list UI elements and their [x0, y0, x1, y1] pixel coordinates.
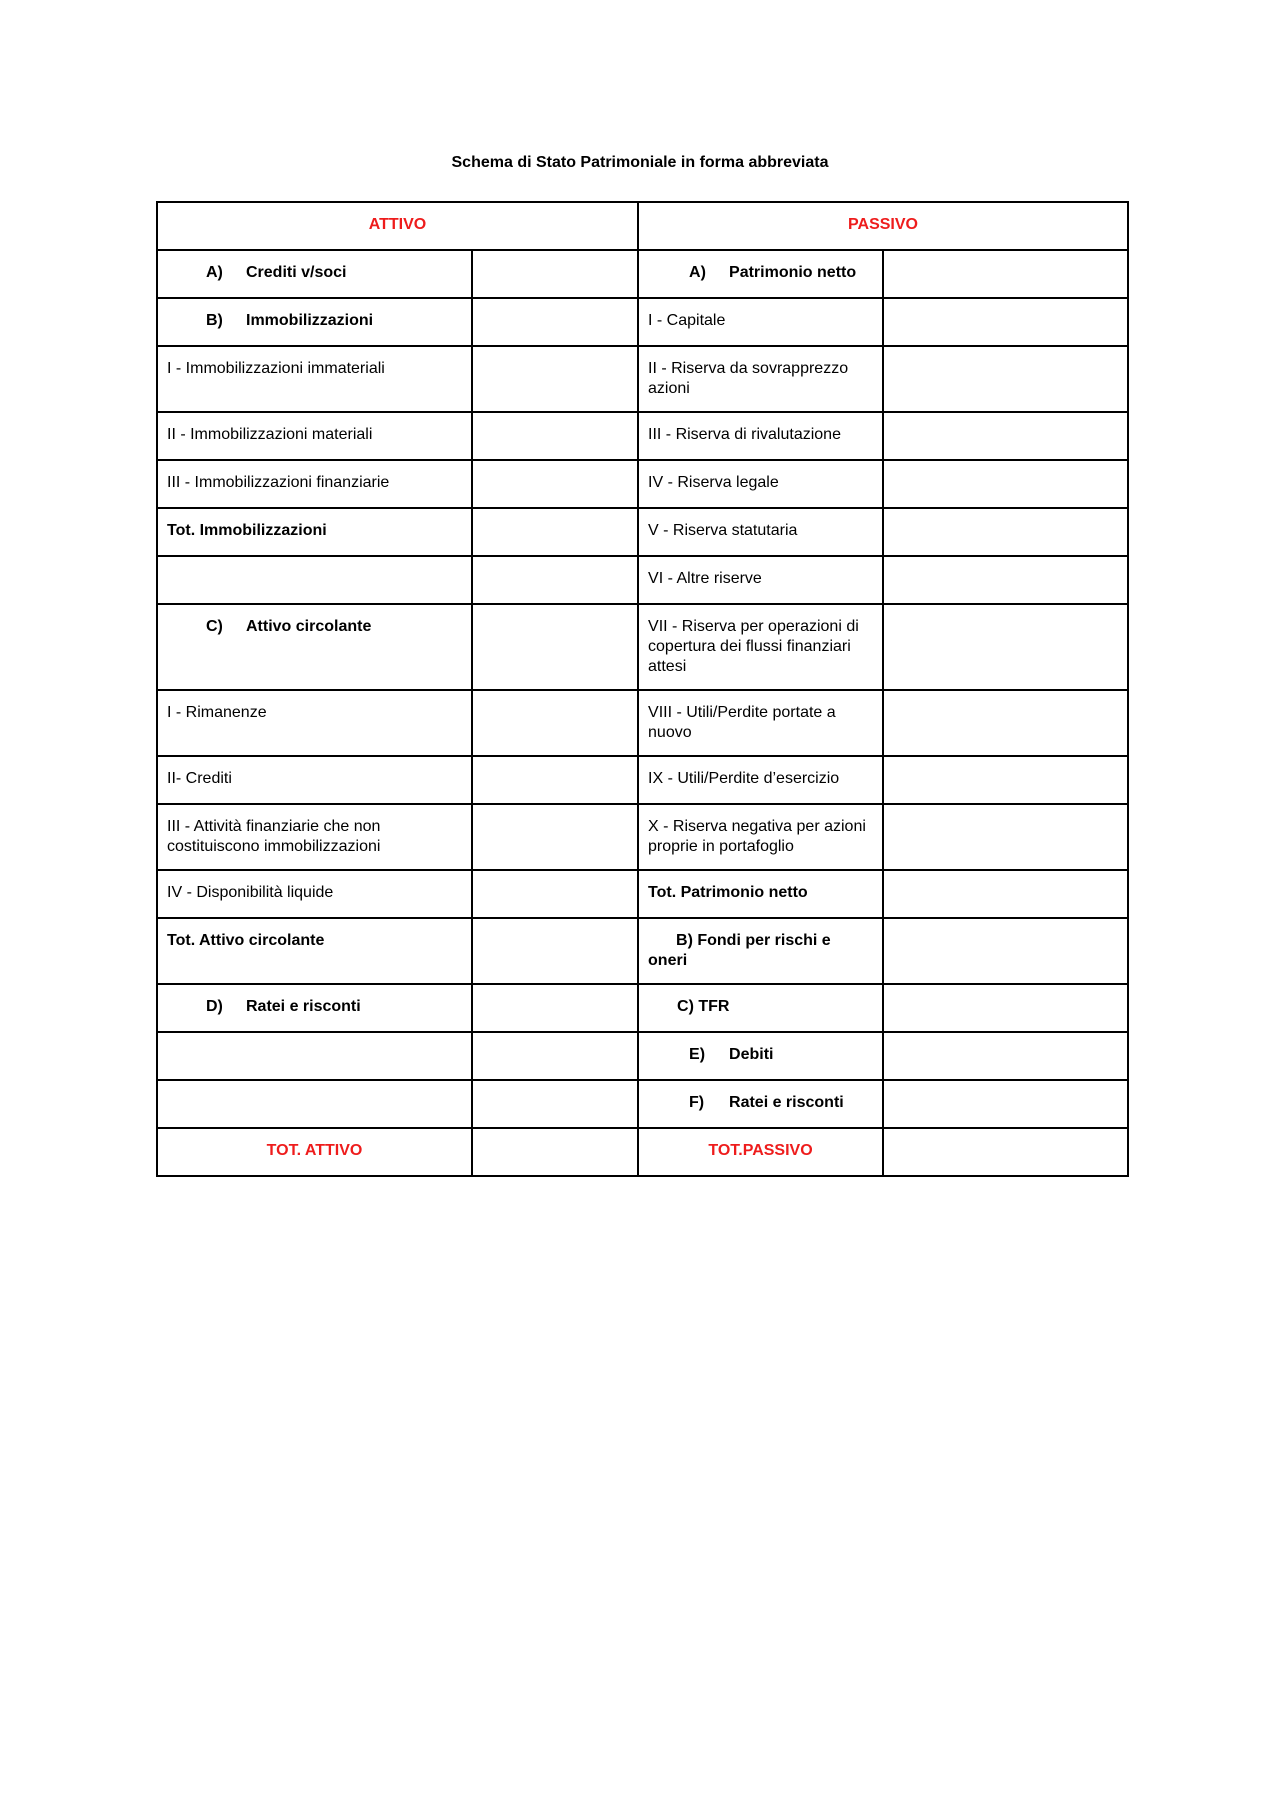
attivo-label-cell	[157, 1032, 472, 1080]
passivo-label-cell	[638, 604, 883, 690]
passivo-label: IV - Riserva legale	[648, 474, 779, 491]
tot-passivo-value-cell	[883, 1128, 1128, 1176]
attivo-value-cell	[472, 556, 638, 604]
table-row	[157, 556, 1128, 604]
passivo-value-cell	[883, 870, 1128, 918]
section-letter: F)	[689, 1094, 705, 1111]
section-letter: B)	[206, 312, 223, 329]
passivo-value-cell	[883, 604, 1128, 690]
passivo-label-cell	[638, 508, 883, 556]
passivo-label-cell	[638, 1080, 883, 1128]
table-row	[157, 460, 1128, 508]
passivo-label-cell	[638, 556, 883, 604]
passivo-value-cell	[883, 346, 1128, 412]
attivo-value-cell	[472, 984, 638, 1032]
table-row	[157, 250, 1128, 298]
tot-attivo-label: TOT. ATTIVO	[157, 1128, 472, 1176]
table-row	[157, 298, 1128, 346]
tot-passivo-label: TOT.PASSIVO	[638, 1128, 883, 1176]
table-row	[157, 984, 1128, 1032]
attivo-header: ATTIVO	[157, 202, 638, 250]
attivo-label: II- Crediti	[167, 770, 232, 787]
table-row	[157, 756, 1128, 804]
attivo-value-cell	[472, 298, 638, 346]
attivo-value-cell	[472, 1032, 638, 1080]
passivo-value-cell	[883, 508, 1128, 556]
passivo-label: IX - Utili/Perdite d’esercizio	[648, 770, 840, 787]
table-row	[157, 604, 1128, 690]
attivo-label-cell	[157, 870, 472, 918]
passivo-label-cell	[638, 804, 883, 870]
section-letter: E)	[689, 1046, 706, 1063]
passivo-value-cell	[883, 556, 1128, 604]
passivo-value-cell	[883, 460, 1128, 508]
attivo-total-label: Tot. Immobilizzazioni	[167, 522, 327, 539]
attivo-label: I - Rimanenze	[167, 704, 267, 721]
passivo-value-cell	[883, 1032, 1128, 1080]
passivo-value-cell	[883, 250, 1128, 298]
passivo-label-cell	[638, 250, 883, 298]
balance-sheet-table	[156, 201, 1129, 1177]
attivo-label: IV - Disponibilità liquide	[167, 884, 334, 901]
attivo-label: III - Immobilizzazioni finanziarie	[167, 474, 390, 491]
passivo-value-cell	[883, 690, 1128, 756]
passivo-label-cell	[638, 756, 883, 804]
passivo-label: Ratei e risconti	[729, 1094, 844, 1111]
passivo-header: PASSIVO	[638, 202, 1128, 250]
attivo-label-cell	[157, 298, 472, 346]
passivo-value-cell	[883, 756, 1128, 804]
attivo-label-cell	[157, 690, 472, 756]
passivo-label: X - Riserva negativa per azioni proprie in portafoglio	[648, 818, 866, 855]
section-letter: D)	[206, 998, 223, 1015]
section-letter: C)	[206, 618, 223, 635]
passivo-label: VIII - Utili/Perdite portate a nuovo	[648, 704, 836, 741]
attivo-value-cell	[472, 690, 638, 756]
attivo-label-cell	[157, 346, 472, 412]
passivo-label-cell	[638, 346, 883, 412]
passivo-label-cell	[638, 298, 883, 346]
passivo-label-cell	[638, 918, 883, 984]
document-title: Schema di Stato Patrimoniale in forma abbreviata	[451, 154, 829, 171]
passivo-label: Patrimonio netto	[729, 264, 857, 281]
table-row	[157, 346, 1128, 412]
attivo-label: Crediti v/soci	[246, 264, 347, 281]
attivo-label-cell	[157, 508, 472, 556]
attivo-value-cell	[472, 918, 638, 984]
table-row	[157, 870, 1128, 918]
passivo-label: III - Riserva di rivalutazione	[648, 426, 841, 443]
passivo-label: II - Riserva da sovrapprezzo azioni	[648, 360, 849, 397]
passivo-label-cell	[638, 1032, 883, 1080]
tot-attivo-value-cell	[472, 1128, 638, 1176]
section-letter: A)	[689, 264, 706, 281]
passivo-label-cell	[638, 690, 883, 756]
table-header-row	[157, 202, 1128, 250]
attivo-label-cell	[157, 604, 472, 690]
passivo-label: V - Riserva statutaria	[648, 522, 798, 539]
table-row	[157, 690, 1128, 756]
passivo-value-cell	[883, 298, 1128, 346]
table-row	[157, 804, 1128, 870]
passivo-value-cell	[883, 918, 1128, 984]
passivo-value-cell	[883, 1080, 1128, 1128]
attivo-label-cell	[157, 460, 472, 508]
attivo-value-cell	[472, 346, 638, 412]
passivo-label: VII - Riserva per operazioni di copertura dei flussi finanziari attesi	[648, 618, 859, 675]
attivo-label-cell	[157, 918, 472, 984]
passivo-label-cell	[638, 460, 883, 508]
passivo-value-cell	[883, 984, 1128, 1032]
attivo-value-cell	[472, 870, 638, 918]
attivo-label: III - Attività finanziarie che non costituiscono immobilizzazioni	[167, 818, 381, 855]
attivo-label: I - Immobilizzazioni immateriali	[167, 360, 385, 377]
attivo-value-cell	[472, 460, 638, 508]
passivo-label-cell	[638, 412, 883, 460]
attivo-value-cell	[472, 412, 638, 460]
attivo-label: Ratei e risconti	[246, 998, 361, 1015]
section-letter: A)	[206, 264, 223, 281]
attivo-label-cell	[157, 1080, 472, 1128]
attivo-value-cell	[472, 604, 638, 690]
passivo-label-cell	[638, 870, 883, 918]
attivo-value-cell	[472, 1080, 638, 1128]
attivo-label-cell	[157, 804, 472, 870]
table-row	[157, 508, 1128, 556]
passivo-label: B) Fondi per rischi e oneri	[648, 932, 831, 969]
passivo-value-cell	[883, 412, 1128, 460]
passivo-label: VI - Altre riserve	[648, 570, 762, 587]
attivo-label-cell	[157, 412, 472, 460]
passivo-label-cell	[638, 984, 883, 1032]
totals-row	[157, 1128, 1128, 1176]
passivo-value-cell	[883, 804, 1128, 870]
attivo-value-cell	[472, 250, 638, 298]
table-row	[157, 1080, 1128, 1128]
attivo-total-label: Tot. Attivo circolante	[167, 932, 325, 949]
table-row	[157, 412, 1128, 460]
passivo-label: Debiti	[729, 1046, 774, 1063]
table-row	[157, 918, 1128, 984]
attivo-label-cell	[157, 984, 472, 1032]
attivo-label-cell	[157, 556, 472, 604]
passivo-total-label: Tot. Patrimonio netto	[648, 884, 808, 901]
attivo-label: Attivo circolante	[246, 618, 372, 635]
attivo-label: Immobilizzazioni	[246, 312, 374, 329]
passivo-label: I - Capitale	[648, 312, 726, 329]
attivo-value-cell	[472, 756, 638, 804]
attivo-value-cell	[472, 508, 638, 556]
table-row	[157, 1032, 1128, 1080]
attivo-label-cell	[157, 756, 472, 804]
attivo-label-cell	[157, 250, 472, 298]
attivo-label: II - Immobilizzazioni materiali	[167, 426, 373, 443]
passivo-label: C) TFR	[677, 998, 730, 1015]
attivo-value-cell	[472, 804, 638, 870]
